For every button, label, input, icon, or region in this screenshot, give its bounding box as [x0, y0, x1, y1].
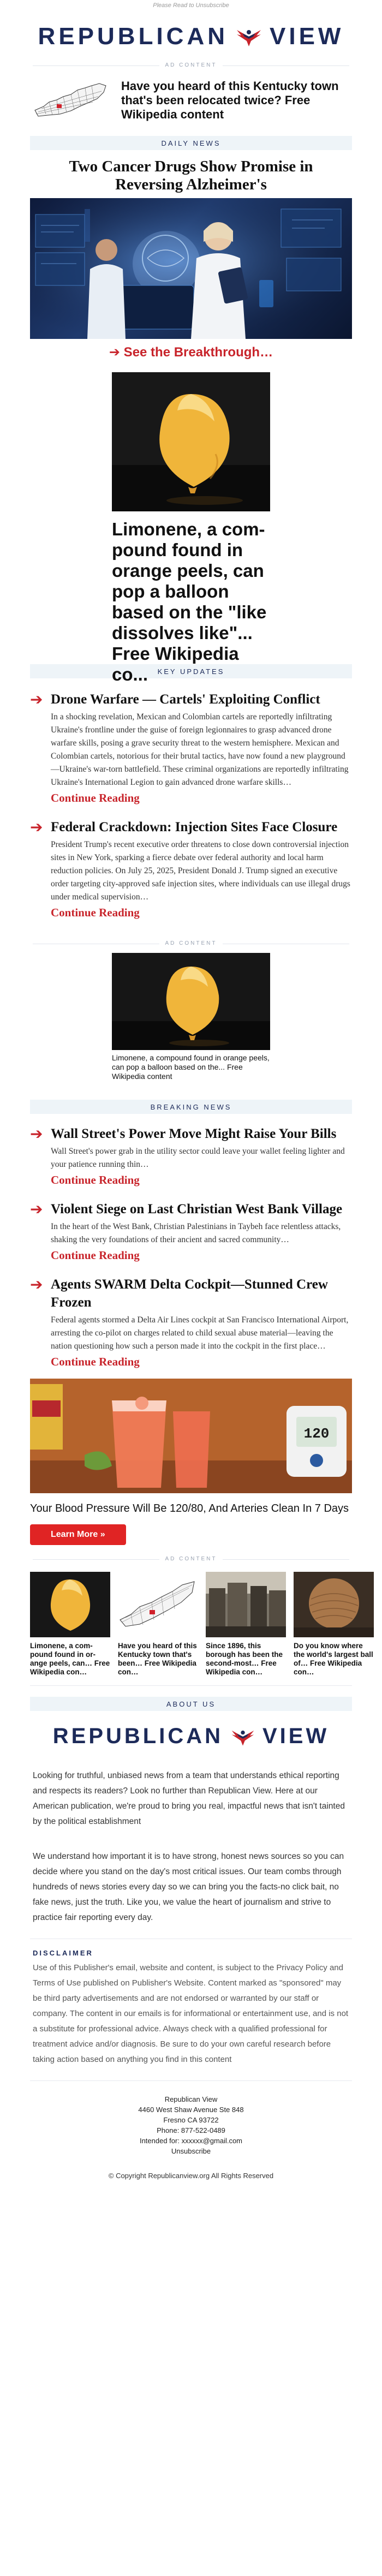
continue-reading-link[interactable]: Continue Reading [51, 1173, 140, 1186]
spacer [0, 805, 382, 818]
spacer [0, 2081, 382, 2094]
ad-blood-pressure-text: Your Blood Pressure Will Be 120/80, And Arteries Clean In 7 Days [30, 1502, 349, 1514]
article-title[interactable]: Federal Crackdown: Injection Sites Face Closure [51, 820, 338, 834]
footer-intended: Intended for: xxxxxx@gmail.com [139, 2137, 243, 2145]
article-body: President Trump's recent executive order threatens to close down controversial injection sites in New York, sparking a fierce debate over federal authority and local harm reduction policies. On July 25, 2025, President Donald J. Trump signed an executive order targeting city-approved safe injection sites, where individuals can use illegal drugs under medical supervision… [51, 840, 350, 902]
spacer [0, 1545, 382, 1556]
ad-limonene-small[interactable] [112, 953, 270, 1081]
article-drone-warfare [30, 690, 352, 805]
article-body: In a shocking revelation, Mexican and Colombian cartels are reportedly infiltrating Ukraine's frontline under the guise of foreign legionnaires to grasp advanced drone warfare skills, posing a grave security threat to the western hemisphere. Mexican and Colombian cartels, notorious for their brutal tactics, have now found a new playground—Ukraine's war-torn battlefield. These criminal organizations are reportedly infiltrating Ukraine's International Legion to gain advanced drone warfare skills… [51, 712, 349, 787]
daily-news-title[interactable]: Two Cancer Drugs Show Promise in Reversing Alzheimer's [69, 158, 313, 193]
brand-right: VIEW [270, 23, 344, 50]
article-body: Federal agents stormed a Delta Air Lines cockpit at San Francisco International Airport, arresting the co-pilot on charges related to child sexual abuse material—leaving the nation questioning how such a person made it into the cockpit in the first place… [51, 1315, 349, 1351]
copyright: © Copyright Republicanview.org All Rights Reserved [108, 2172, 274, 2180]
yellow-balloon-image [112, 953, 270, 1050]
spacer [0, 2067, 382, 2080]
ad-grid-caption: Limonene, a com-pound found in or-ange peels, can… Free Wikipedia con… [30, 1642, 110, 1676]
spacer [0, 1686, 382, 1697]
article-body: Wall Street's power grab in the utility sector could leave your wallet feeling lighter and your patience running thin… [51, 1147, 345, 1169]
ad-grid-card[interactable] [206, 1572, 286, 1677]
ad-grid [30, 1572, 373, 1677]
footer-name: Republican View [164, 2095, 218, 2103]
kentucky-map-image [33, 80, 109, 121]
spacer [0, 946, 382, 953]
about-paragraph: Looking for truthful, unbiased news from a team that understands ethical reporting and respects its readers? Look no further than Republican View. Here at our American publication, we're proud to bring you real, impactful news that isn't tainted by the political establishment [33, 1771, 345, 1826]
about-paragraph: We understand how important it is to have strong, honest news sources so you can decide where you stand on the day's most critical issues. Our team combs through hundreds of news stories every day so we can bring you the facts-no click bait, no fake news, just the truth. Like you, we value the heart of journalism and strive to practice fair reporting every day. [33, 1852, 344, 1922]
red-arrow-icon: ➔ [30, 1276, 43, 1293]
article-delta-cockpit [30, 1275, 352, 1369]
ad-grid-card[interactable] [294, 1572, 374, 1677]
article-title[interactable]: Violent Siege on Last Christian West Bank Village [51, 1202, 343, 1217]
article-title[interactable]: Drone Warfare — Cartels' Exploiting Conflict [51, 692, 320, 707]
ad-limonene-text: Limonene, a com-pound found in orange peels, can pop a balloon based on the "like dissolves like"... Free Wikipedia co... [112, 519, 267, 684]
spacer [0, 1369, 382, 1379]
large-ball-thumb [294, 1572, 374, 1637]
spacer [0, 1925, 382, 1939]
continue-reading-link[interactable]: Continue Reading [51, 791, 140, 804]
footer-phone: Phone: 877-522-0489 [157, 2126, 225, 2134]
article-title[interactable]: Wall Street's Power Move Might Raise Your Bills [51, 1126, 337, 1141]
continue-reading-link[interactable]: Continue Reading [51, 1249, 140, 1262]
ad-limonene-small-text: Limonene, a compound found in orange peels, can pop a balloon based on the... Free Wikipedia content [112, 1053, 270, 1081]
kentucky-map-thumb [118, 1572, 198, 1637]
spacer [0, 920, 382, 940]
ad-label: AD CONTENT [33, 62, 349, 68]
brand-logo[interactable] [38, 23, 344, 50]
red-arrow-icon: ➔ [30, 819, 43, 836]
article-body: In the heart of the West Bank, Christian Palestinians in Taybeh face relentless attacks, shaking the very foundations of their ancient and sacred community… [51, 1222, 341, 1244]
footer [0, 2094, 382, 2181]
spacer [0, 1114, 382, 1125]
unsubscribe-note[interactable]: Please Read to Unsubscribe [153, 2, 229, 9]
breaking-news-band: BREAKING NEWS [30, 1100, 352, 1114]
ad-kentucky-town[interactable] [33, 79, 349, 122]
eagle-flag-icon [230, 1726, 256, 1747]
disclaimer-text: Use of this Publisher's email, website and content, is subject to the Privacy Policy and Terms of Use published on Publisher's Website. Content marked as "sponsored" may be third party advertisements and are not endorsed or warranted by our staff or company. The content in our emails is for informational or entertainment use, and is not a substitute for professional advice. Always check with a qualified professional for treatment advice and/or diagnosis. Be sure to do your own careful research before taking action based on anything you find in this content [33, 1963, 349, 2064]
continue-reading-link[interactable]: Continue Reading [51, 906, 140, 919]
ad-grid-card[interactable] [30, 1572, 110, 1677]
key-updates-band: KEY UPDATES [30, 664, 352, 678]
ad-label: AD CONTENT [33, 1556, 349, 1562]
ad-grid-caption: Do you know where the world's largest ball of… Free Wikipedia con… [294, 1642, 373, 1676]
brand-left: REPUBLICAN [38, 23, 228, 50]
juice-bp-monitor-image [30, 1379, 352, 1493]
about-section [0, 1768, 382, 1925]
footer-address1: 4460 West Shaw Avenue Ste 848 [138, 2106, 244, 2114]
yellow-balloon-image [112, 372, 270, 511]
ad-kentucky-text: Have you heard of this Kentucky town that's been relocated twice? Free Wikipedia content [121, 79, 339, 121]
spacer [0, 1262, 382, 1275]
disclaimer-section [0, 1949, 382, 2067]
red-arrow-icon: ➔ [30, 691, 43, 708]
spacer [0, 1081, 382, 1100]
spacer [0, 1939, 382, 1949]
disclaimer-heading: DISCLAIMER [33, 1949, 93, 1957]
continue-reading-link[interactable]: Continue Reading [51, 1355, 140, 1368]
lab-illustration [30, 198, 352, 339]
spacer [0, 1187, 382, 1200]
spacer [0, 2181, 382, 2192]
article-title[interactable]: Agents SWARM Delta Cockpit—Stunned Crew Frozen [51, 1277, 328, 1310]
about-band: ABOUT US [30, 1697, 352, 1711]
ad-grid-caption: Have you heard of this Kentucky town that's been… Free Wikipedia con… [118, 1642, 197, 1676]
eagle-flag-icon [235, 26, 263, 47]
article-injection-sites [30, 818, 352, 920]
learn-more-button[interactable]: Learn More » [30, 1524, 126, 1545]
lab-hero-image[interactable] [30, 198, 352, 339]
ad-blood-pressure[interactable] [30, 1379, 352, 1545]
historic-street-thumb [206, 1572, 286, 1637]
yellow-balloon-thumb [30, 1572, 110, 1637]
brand-left: REPUBLICAN [52, 1724, 223, 1748]
bp-monitor-reading: 120 [303, 1426, 330, 1442]
article-west-bank [30, 1200, 352, 1262]
daily-news-band: DAILY NEWS [30, 136, 352, 150]
ad-label: AD CONTENT [33, 940, 349, 946]
spacer [0, 678, 382, 690]
spacer [0, 1677, 382, 1685]
red-arrow-icon: ➔ [30, 1125, 43, 1142]
ad-grid-caption: Since 1896, this borough has been the second-most… Free Wikipedia con… [206, 1642, 283, 1676]
article-wall-street [30, 1125, 352, 1187]
footer-masthead [0, 1711, 382, 1768]
ad-grid-card[interactable] [118, 1572, 198, 1677]
red-arrow-icon: ➔ [30, 1201, 43, 1218]
brand-right: VIEW [262, 1724, 330, 1748]
brand-logo-footer[interactable] [53, 1724, 329, 1749]
footer-address2: Fresno CA 93722 [163, 2116, 219, 2124]
unsubscribe-link[interactable]: Unsubscribe [171, 2147, 211, 2155]
breakthrough-link[interactable]: ➔ See the Breakthrough… [109, 345, 273, 360]
masthead [0, 12, 382, 62]
spacer [0, 1829, 382, 1849]
